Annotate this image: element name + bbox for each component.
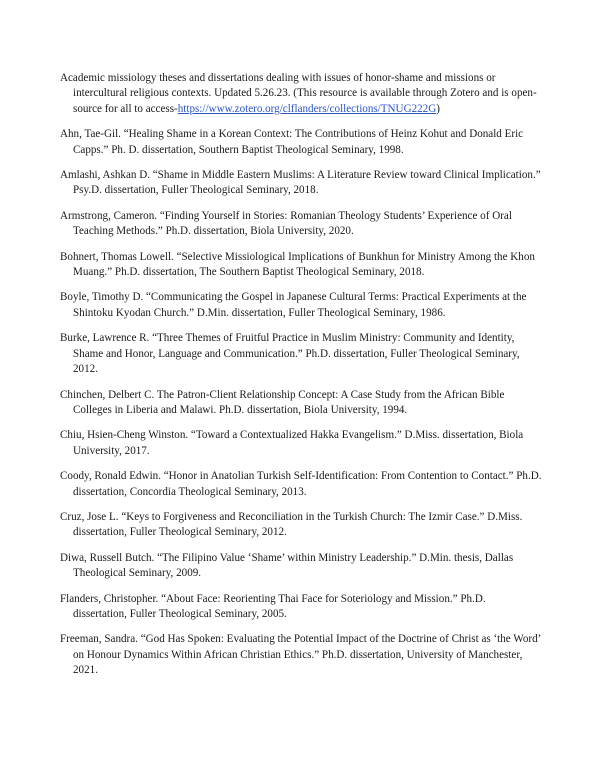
bibliography-entry: Chinchen, Delbert C. The Patron-Client Relationship Concept: A Case Study from the African Bible Colleges in Liberia and Malawi. Ph.D. dissertation, Biola University, 1994. (60, 388, 505, 416)
bibliography-entry: Diwa, Russell Butch. “The Filipino Value ‘Shame’ within Ministry Leadership.” D.Min. thesis, Dallas Theological Seminary, 2009. (60, 551, 514, 580)
bibliography-entry: Cruz, Jose L. “Keys to Forgiveness and Reconciliation in the Turkish Church: The Izmir Case.” D.Miss. dissertation, Fuller Theological Seminary, 2012. (60, 510, 523, 539)
intro-paragraph (60, 71, 542, 117)
bibliography-entry: Bohnert, Thomas Lowell. “Selective Missiological Implications of Bunkhun for Ministry Among the Khon Muang.” Ph.D. dissertation, The Southern Baptist Theological Seminary, 2018. (60, 250, 535, 279)
intro-text: Academic missiology theses and dissertations dealing with issues of honor-shame and missions or intercultural religious contexts. Updated 5.26.23. (This resource is available through Zotero and is open-source for all to access- (60, 72, 537, 115)
bibliography-entry: Flanders, Christopher. “About Face: Reorienting Thai Face for Soteriology and Mission.” Ph.D. dissertation, Fuller Theological Seminary, 2005. (60, 592, 486, 620)
bibliography-entry: Ahn, Tae-Gil. “Healing Shame in a Korean Context: The Contributions of Heinz Kohut and Donald Eric Capps.” Ph. D. dissertation, Southern Baptist Theological Seminary, 1998. (60, 128, 524, 156)
bibliography-entry: Burke, Lawrence R. “Three Themes of Fruitful Practice in Muslim Ministry: Community and Identity, Shame and Honor, Language and Communication.” Ph.D. dissertation, Fuller Theological Seminary, 2012. (60, 332, 520, 376)
bibliography-entry: Coody, Ronald Edwin. “Honor in Anatolian Turkish Self-Identification: From Contention to Contact.” Ph.D. dissertation, Concordia Theological Seminary, 2013. (60, 470, 542, 498)
bibliography-entry: Chiu, Hsien-Cheng Winston. “Toward a Contextualized Hakka Evangelism.” D.Miss. dissertation, Biola University, 2017. (60, 429, 524, 457)
bibliography-entry: Freeman, Sandra. “God Has Spoken: Evaluating the Potential Impact of the Doctrine of Christ as ‘the Word’ on Honour Dynamics Within African Christian Ethics.” Ph.D. dissertation, University of Manchester, 2021. (60, 633, 541, 677)
zotero-link[interactable]: https://www.zotero.org/clflanders/collections/TNUG222G (177, 102, 437, 115)
bibliography-entry: Boyle, Timothy D. “Communicating the Gospel in Japanese Cultural Terms: Practical Experiments at the Shintoku Kyodan Church.” D.Min. dissertation, Fuller Theological Seminary, 1986. (60, 291, 527, 319)
intro-suffix: ) (436, 102, 440, 115)
bibliography-entry: Armstrong, Cameron. “Finding Yourself in Stories: Romanian Theology Students’ Experience of Oral Teaching Methods.” Ph.D. dissertation, Biola University, 2020. (60, 209, 512, 238)
document-page (60, 71, 542, 689)
bibliography-entry: Amlashi, Ashkan D. “Shame in Middle Eastern Muslims: A Literature Review toward Clinical Implication.” Psy.D. dissertation, Fuller Theological Seminary, 2018. (60, 169, 541, 197)
